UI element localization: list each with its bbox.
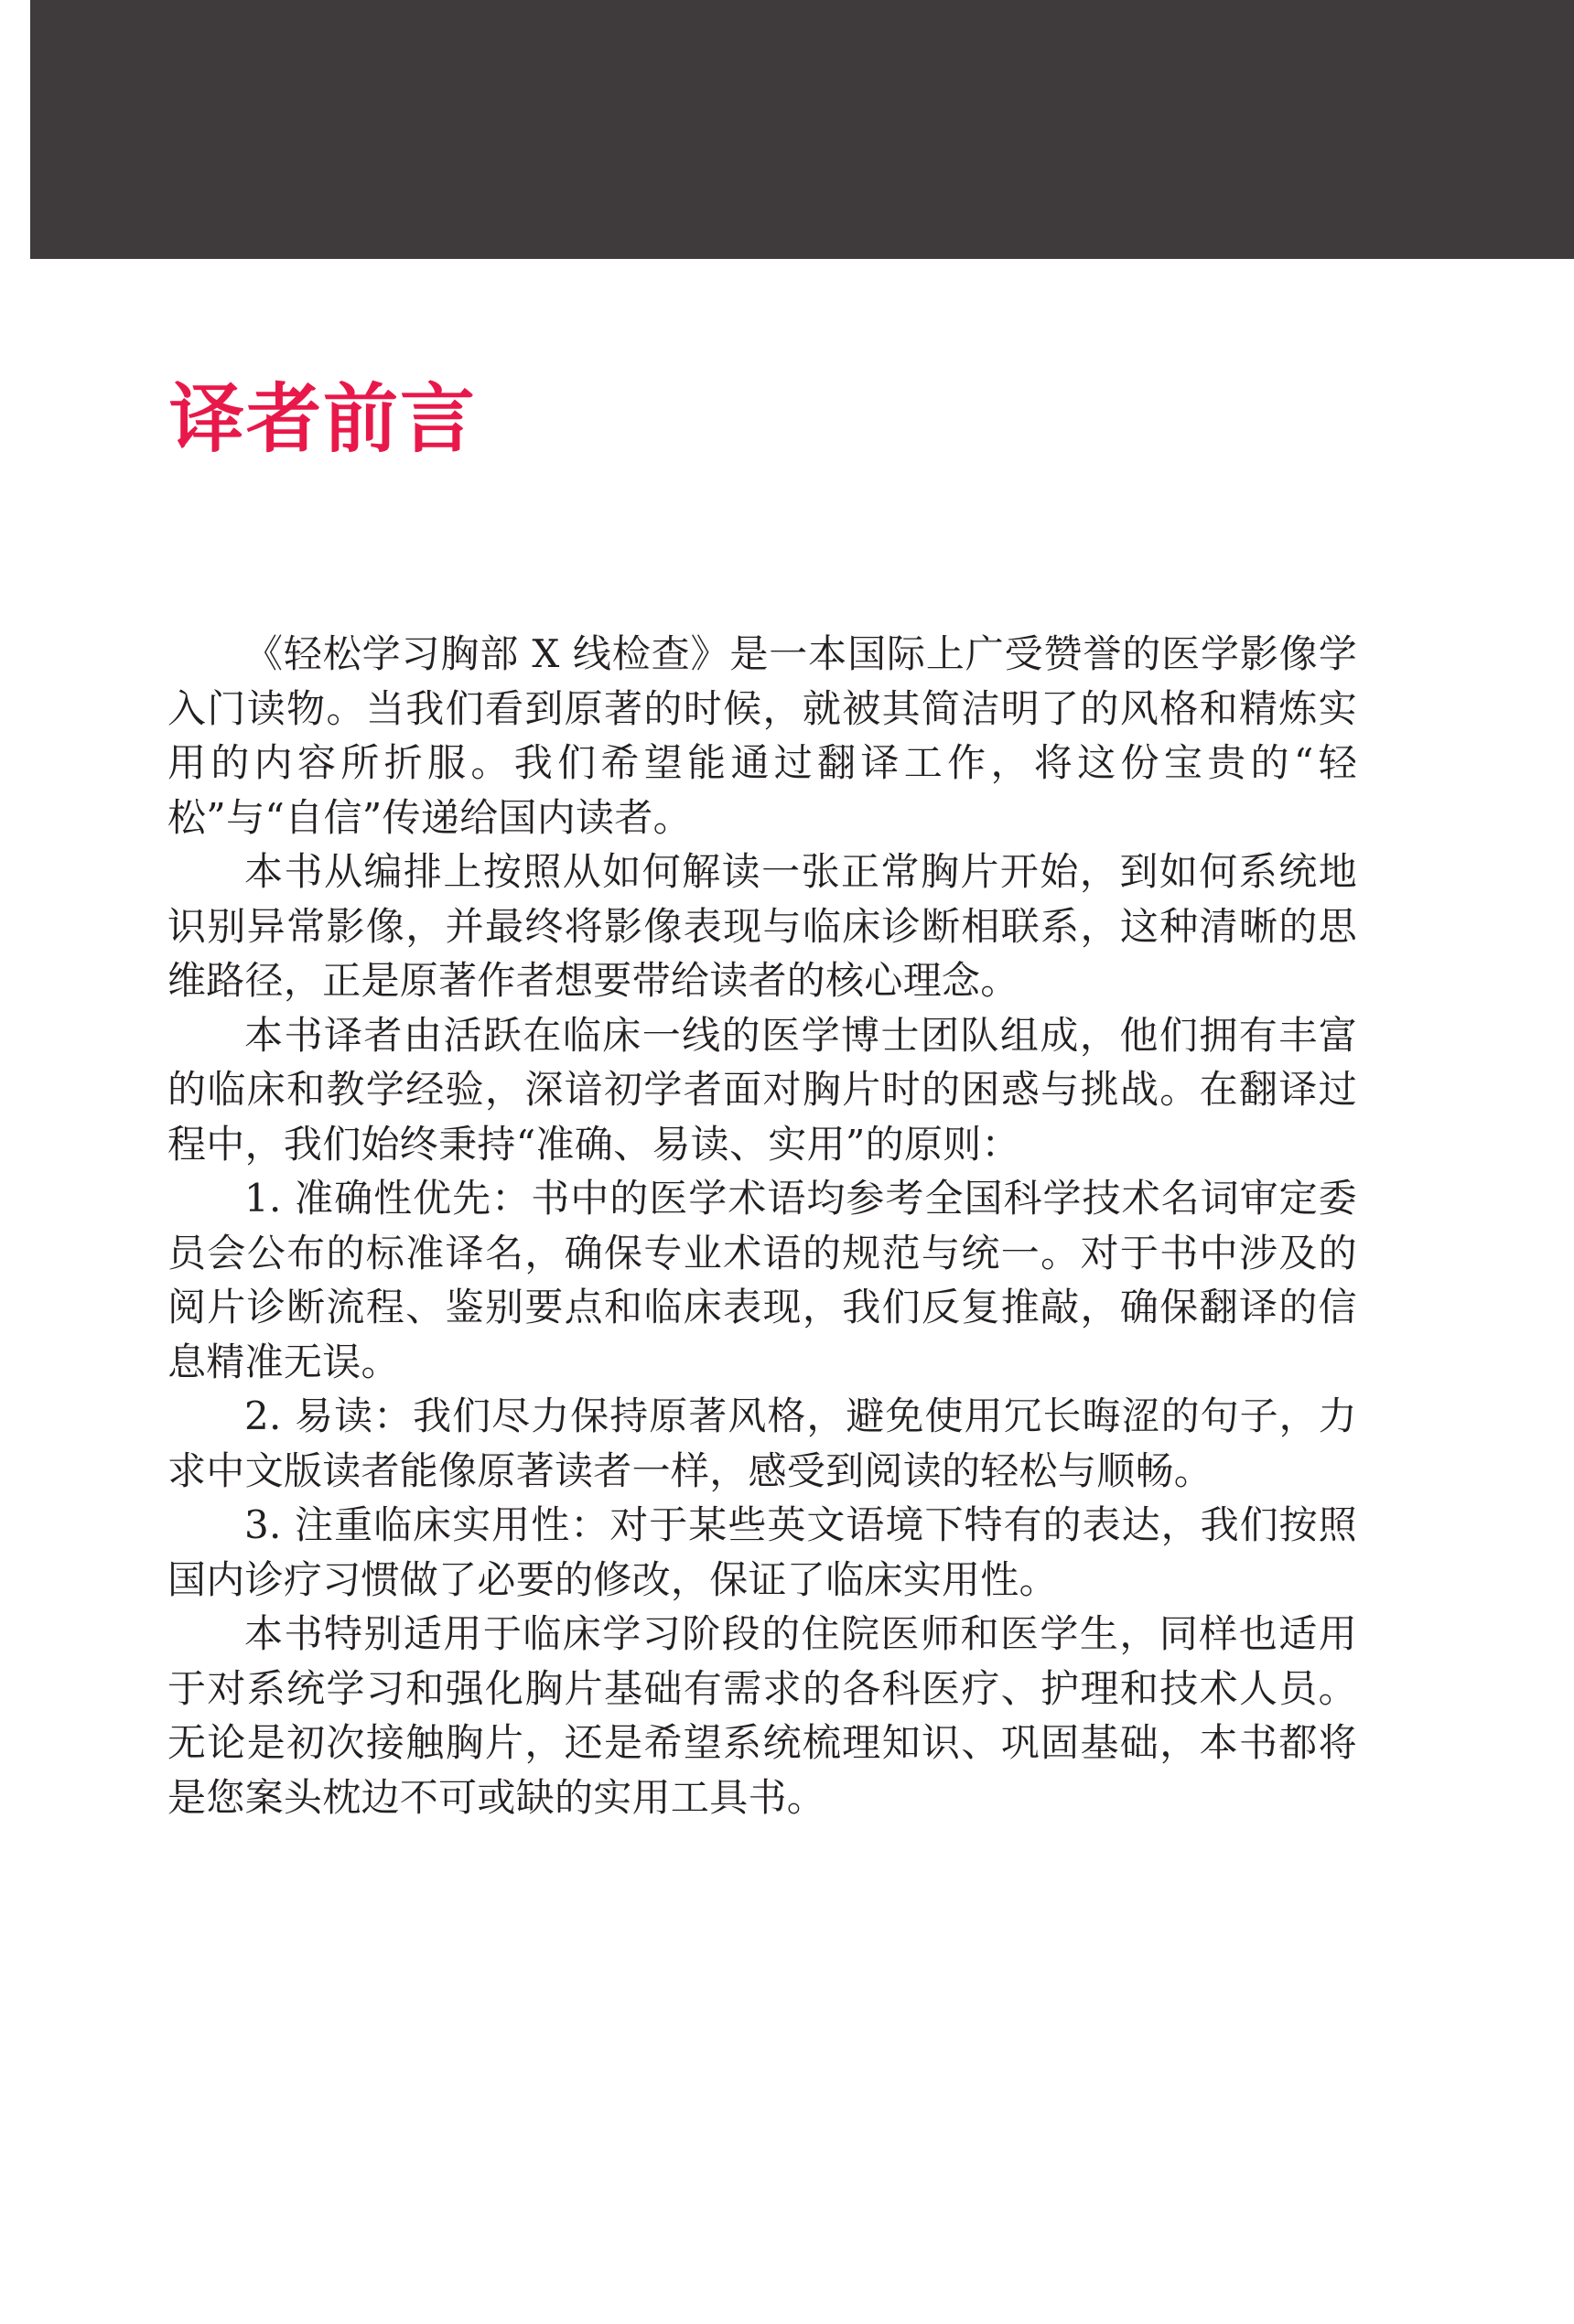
- paragraph-audience: 本书特别适用于临床学习阶段的住院医师和医学生，同样也适用于对系统学习和强化胸片基础有需求的各科医疗、护理和技术人员。无论是初次接触胸片，还是希望系统梳理知识、巩固基础，本书都将是您案头枕边不可或缺的实用工具书。: [167, 1611, 1357, 1820]
- paragraph-intro: 《轻松学习胸部 X 线检查》是一本国际上广受赞誉的医学影像学入门读物。当我们看到原著的时候，就被其简洁明了的风格和精炼实用的内容所折服。我们希望能通过翻译工作，将这份宝贵的“轻松”与“自信”传递给国内读者。: [167, 631, 1357, 840]
- paragraph-translators: 本书译者由活跃在临床一线的医学博士团队组成，他们拥有丰富的临床和教学经验，深谙初学者面对胸片时的困惑与挑战。在翻译过程中，我们始终秉持“准确、易读、实用”的原则：: [167, 1012, 1357, 1167]
- header-band: [30, 0, 1574, 259]
- paragraph-principle-readability: 2. 易读：我们尽力保持原著风格，避免使用冗长晦涩的句子，力求中文版读者能像原著读者一样，感受到阅读的轻松与顺畅。: [167, 1393, 1357, 1493]
- paragraph-structure: 本书从编排上按照从如何解读一张正常胸片开始，到如何系统地识别异常影像，并最终将影像表现与临床诊断相联系，这种清晰的思维路径，正是原著作者想要带给读者的核心理念。: [167, 849, 1357, 1003]
- preface-body: [167, 627, 1357, 1824]
- page-title: 译者前言: [169, 376, 478, 463]
- paragraph-principle-accuracy: 1. 准确性优先：书中的医学术语均参考全国科学技术名词审定委员会公布的标准译名，确保专业术语的规范与统一。对于书中涉及的阅片诊断流程、鉴别要点和临床表现，我们反复推敲，确保翻译的信息精准无误。: [167, 1176, 1357, 1384]
- paragraph-principle-practicality: 3. 注重临床实用性：对于某些英文语境下特有的表达，我们按照国内诊疗习惯做了必要的修改，保证了临床实用性。: [167, 1502, 1357, 1602]
